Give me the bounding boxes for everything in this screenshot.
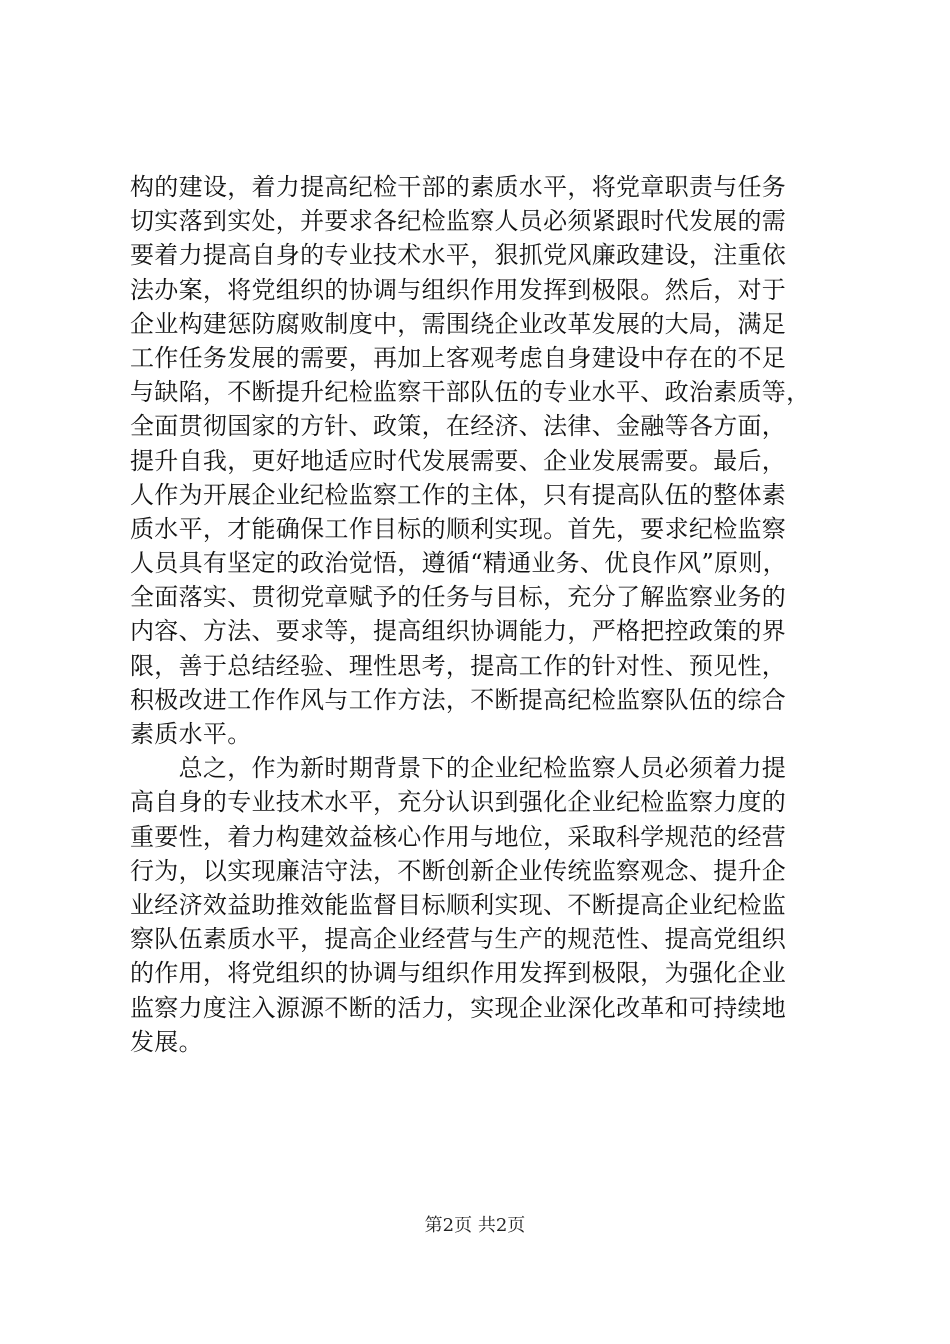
text-line: 内容、方法、要求等，提高组织协调能力，严格把控政策的界 <box>130 617 787 646</box>
text-line: 积极改进工作作风与工作方法，不断提高纪检监察队伍的综合 <box>130 685 787 714</box>
text-line: 法办案，将党组织的协调与组织作用发挥到极限。然后，对于 <box>130 275 787 304</box>
text-line: 提升自我，更好地适应时代发展需要、企业发展需要。最后， <box>130 446 787 475</box>
text-line: 质水平，才能确保工作目标的顺利实现。首先，要求纪检监察 <box>130 514 787 543</box>
text-line: 构的建设，着力提高纪检干部的素质水平，将党章职责与任务 <box>130 173 787 201</box>
text-line: 限，善于总结经验、理性思考，提高工作的针对性、预见性， <box>130 651 787 680</box>
text-line: 重要性，着力构建效益核心作用与地位，采取科学规范的经营 <box>130 822 787 851</box>
text-line: 人员具有坚定的政治觉悟，遵循“精通业务、优良作风”原则， <box>130 549 787 578</box>
body-text <box>130 170 840 1059</box>
text-line: 工作任务发展的需要，再加上客观考虑自身建设中存在的不足 <box>130 343 787 372</box>
text-line: 监察力度注入源源不断的活力，实现企业深化改革和可持续地 <box>130 993 787 1022</box>
text-line: 切实落到实处，并要求各纪检监察人员必须紧跟时代发展的需 <box>130 207 787 236</box>
text-line: 企业构建惩防腐败制度中，需围绕企业改革发展的大局，满足 <box>130 309 787 338</box>
text-line: 的作用，将党组织的协调与组织作用发挥到极限，为强化企业 <box>130 959 787 988</box>
text-line: 总之，作为新时期背景下的企业纪检监察人员必须着力提 <box>130 754 787 783</box>
text-line: 要着力提高自身的专业技术水平，狠抓党风廉政建设，注重依 <box>130 241 787 270</box>
text-line: 与缺陷，不断提升纪检监察干部队伍的专业水平、政治素质等， <box>130 378 811 407</box>
text-line: 高自身的专业技术水平，充分认识到强化企业纪检监察力度的 <box>130 788 787 817</box>
text-line: 全面贯彻国家的方针、政策，在经济、法律、金融等各方面， <box>130 412 787 441</box>
text-line: 察队伍素质水平，提高企业经营与生产的规范性、提高党组织 <box>130 925 787 954</box>
text-line: 发展。 <box>130 1027 203 1056</box>
page-footer <box>0 1214 950 1238</box>
text-line: 人作为开展企业纪检监察工作的主体，只有提高队伍的整体素 <box>130 480 787 509</box>
text-line: 全面落实、贯彻党章赋予的任务与目标，充分了解监察业务的 <box>130 583 787 612</box>
page-number-label: 第2页 共2页 <box>424 1215 526 1236</box>
text-line: 素质水平。 <box>130 720 252 748</box>
text-line: 行为，以实现廉洁守法，不断创新企业传统监察观念、提升企 <box>130 856 787 885</box>
text-line: 业经济效益助推效能监督目标顺利实现、不断提高企业纪检监 <box>130 890 787 919</box>
